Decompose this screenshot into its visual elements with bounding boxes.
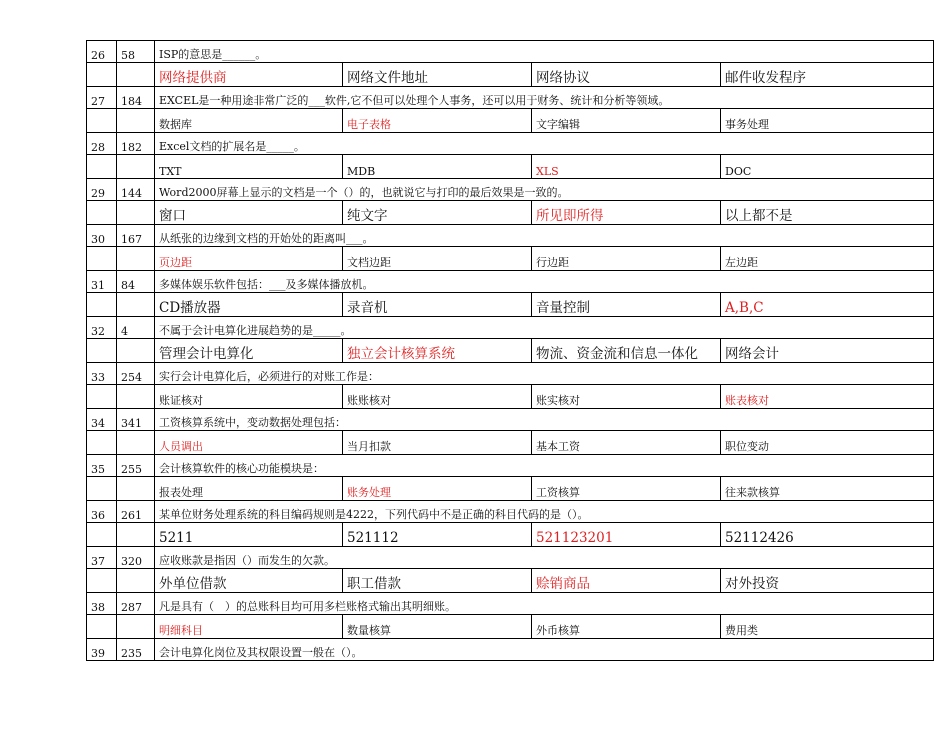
question-id: 320 xyxy=(117,547,155,569)
question-id: 144 xyxy=(117,179,155,201)
question-number: 33 xyxy=(87,363,117,385)
empty-cell xyxy=(117,431,155,455)
answer-option: 左边距 xyxy=(721,247,934,271)
question-text: 会计电算化岗位及其权限设置一般在（）。 xyxy=(155,639,934,661)
answer-option: 费用类 xyxy=(721,615,934,639)
empty-cell xyxy=(117,523,155,547)
question-number: 35 xyxy=(87,455,117,477)
answer-option: CD播放器 xyxy=(155,293,343,317)
answer-row xyxy=(87,293,934,317)
empty-cell xyxy=(117,247,155,271)
question-row xyxy=(87,133,934,155)
question-text: 从纸张的边缘到文档的开始处的距离叫___。 xyxy=(155,225,934,247)
answer-option-correct: 页边距 xyxy=(155,247,343,271)
answer-option: 报表处理 xyxy=(155,477,343,501)
question-text: Excel文档的扩展名是_____。 xyxy=(155,133,934,155)
answer-option: 以上都不是 xyxy=(721,201,934,225)
answer-row xyxy=(87,109,934,133)
empty-cell xyxy=(117,109,155,133)
question-number: 31 xyxy=(87,271,117,293)
answer-row xyxy=(87,385,934,409)
answer-option-correct: 账表核对 xyxy=(721,385,934,409)
question-id: 182 xyxy=(117,133,155,155)
question-id: 341 xyxy=(117,409,155,431)
empty-cell xyxy=(87,569,117,593)
answer-row xyxy=(87,523,934,547)
question-text: 不属于会计电算化进展趋势的是_____。 xyxy=(155,317,934,339)
question-text: Word2000屏幕上显示的文档是一个（）的，也就说它与打印的最后效果是一致的。 xyxy=(155,179,934,201)
empty-cell xyxy=(87,155,117,179)
question-row xyxy=(87,455,934,477)
answer-option-correct: 赊销商品 xyxy=(532,569,721,593)
question-id: 184 xyxy=(117,87,155,109)
answer-row xyxy=(87,339,934,363)
question-row xyxy=(87,363,934,385)
question-row xyxy=(87,547,934,569)
question-row xyxy=(87,317,934,339)
answer-option: 行边距 xyxy=(532,247,721,271)
answer-row xyxy=(87,431,934,455)
answer-row xyxy=(87,615,934,639)
empty-cell xyxy=(117,155,155,179)
question-id: 167 xyxy=(117,225,155,247)
question-number: 32 xyxy=(87,317,117,339)
answer-option: 窗口 xyxy=(155,201,343,225)
answer-option: 工资核算 xyxy=(532,477,721,501)
question-row xyxy=(87,639,934,661)
answer-row xyxy=(87,247,934,271)
answer-option: 外单位借款 xyxy=(155,569,343,593)
question-id: 235 xyxy=(117,639,155,661)
question-row xyxy=(87,501,934,523)
question-id: 255 xyxy=(117,455,155,477)
question-row xyxy=(87,409,934,431)
answer-option: DOC xyxy=(721,155,934,179)
answer-option: 5211 xyxy=(155,523,343,547)
answer-option: 当月扣款 xyxy=(343,431,532,455)
answer-option: 对外投资 xyxy=(721,569,934,593)
question-id: 261 xyxy=(117,501,155,523)
question-id: 287 xyxy=(117,593,155,615)
question-table xyxy=(86,40,934,661)
question-row xyxy=(87,225,934,247)
question-id: 4 xyxy=(117,317,155,339)
answer-option: 职工借款 xyxy=(343,569,532,593)
answer-option: 文档边距 xyxy=(343,247,532,271)
answer-option-correct: 电子表格 xyxy=(343,109,532,133)
question-text: 工资核算系统中，变动数据处理包括： xyxy=(155,409,934,431)
answer-option-correct: 明细科目 xyxy=(155,615,343,639)
question-number: 38 xyxy=(87,593,117,615)
empty-cell xyxy=(117,385,155,409)
answer-option: 录音机 xyxy=(343,293,532,317)
question-number: 39 xyxy=(87,639,117,661)
empty-cell xyxy=(87,523,117,547)
answer-option-correct: 独立会计核算系统 xyxy=(343,339,532,363)
empty-cell xyxy=(87,385,117,409)
answer-row xyxy=(87,569,934,593)
question-number: 34 xyxy=(87,409,117,431)
empty-cell xyxy=(117,201,155,225)
question-text: EXCEL是一种用途非常广泛的___软件,它不但可以处理个人事务，还可以用于财务、统计和分析等领域。 xyxy=(155,87,934,109)
answer-option: 52112426 xyxy=(721,523,934,547)
answer-option: 账账核对 xyxy=(343,385,532,409)
answer-option: 基本工资 xyxy=(532,431,721,455)
empty-cell xyxy=(87,477,117,501)
answer-option: 网络会计 xyxy=(721,339,934,363)
question-row xyxy=(87,87,934,109)
answer-option: 账证核对 xyxy=(155,385,343,409)
answer-option: 数量核算 xyxy=(343,615,532,639)
question-text: ISP的意思是______。 xyxy=(155,41,934,63)
question-text: 会计核算软件的核心功能模块是： xyxy=(155,455,934,477)
empty-cell xyxy=(117,63,155,87)
question-id: 84 xyxy=(117,271,155,293)
question-number: 27 xyxy=(87,87,117,109)
answer-option: MDB xyxy=(343,155,532,179)
empty-cell xyxy=(87,431,117,455)
empty-cell xyxy=(87,109,117,133)
empty-cell xyxy=(117,569,155,593)
answer-option: 管理会计电算化 xyxy=(155,339,343,363)
answer-option: 网络文件地址 xyxy=(343,63,532,87)
empty-cell xyxy=(117,293,155,317)
question-row xyxy=(87,179,934,201)
question-text: 凡是具有（ ）的总账科目均可用多栏账格式输出其明细账。 xyxy=(155,593,934,615)
question-text: 实行会计电算化后，必须进行的对账工作是： xyxy=(155,363,934,385)
empty-cell xyxy=(87,247,117,271)
empty-cell xyxy=(87,339,117,363)
answer-option: 职位变动 xyxy=(721,431,934,455)
question-text: 多媒体娱乐软件包括：___及多媒体播放机。 xyxy=(155,271,934,293)
empty-cell xyxy=(87,201,117,225)
question-id: 254 xyxy=(117,363,155,385)
answer-option: 事务处理 xyxy=(721,109,934,133)
answer-option: 网络协议 xyxy=(532,63,721,87)
answer-option-correct: 账务处理 xyxy=(343,477,532,501)
empty-cell xyxy=(117,477,155,501)
empty-cell xyxy=(87,615,117,639)
empty-cell xyxy=(87,63,117,87)
question-number: 29 xyxy=(87,179,117,201)
empty-cell xyxy=(117,339,155,363)
answer-option: 往来款核算 xyxy=(721,477,934,501)
question-row xyxy=(87,41,934,63)
question-number: 37 xyxy=(87,547,117,569)
answer-option: TXT xyxy=(155,155,343,179)
question-text: 某单位财务处理系统的科目编码规则是4222，下列代码中不是正确的科目代码的是（）。 xyxy=(155,501,934,523)
answer-option: 邮件收发程序 xyxy=(721,63,934,87)
answer-option: 物流、资金流和信息一体化 xyxy=(532,339,721,363)
answer-row xyxy=(87,201,934,225)
empty-cell xyxy=(117,615,155,639)
answer-option-correct: 所见即所得 xyxy=(532,201,721,225)
question-row xyxy=(87,593,934,615)
answer-option-correct: 网络提供商 xyxy=(155,63,343,87)
answer-option: 账实核对 xyxy=(532,385,721,409)
answer-row xyxy=(87,477,934,501)
question-table-body xyxy=(87,41,934,661)
answer-row xyxy=(87,155,934,179)
question-number: 30 xyxy=(87,225,117,247)
answer-option: 纯文字 xyxy=(343,201,532,225)
answer-row xyxy=(87,63,934,87)
empty-cell xyxy=(87,293,117,317)
question-number: 28 xyxy=(87,133,117,155)
question-number: 36 xyxy=(87,501,117,523)
question-row xyxy=(87,271,934,293)
answer-option: 521112 xyxy=(343,523,532,547)
question-number: 26 xyxy=(87,41,117,63)
answer-option: 数据库 xyxy=(155,109,343,133)
answer-option-correct: 人员调出 xyxy=(155,431,343,455)
answer-option-correct: A,B,C xyxy=(721,293,934,317)
answer-option: 文字编辑 xyxy=(532,109,721,133)
answer-option: 外币核算 xyxy=(532,615,721,639)
answer-option: 音量控制 xyxy=(532,293,721,317)
question-id: 58 xyxy=(117,41,155,63)
answer-option-correct: XLS xyxy=(532,155,721,179)
answer-option-correct: 521123201 xyxy=(532,523,721,547)
question-text: 应收账款是指因（）而发生的欠款。 xyxy=(155,547,934,569)
